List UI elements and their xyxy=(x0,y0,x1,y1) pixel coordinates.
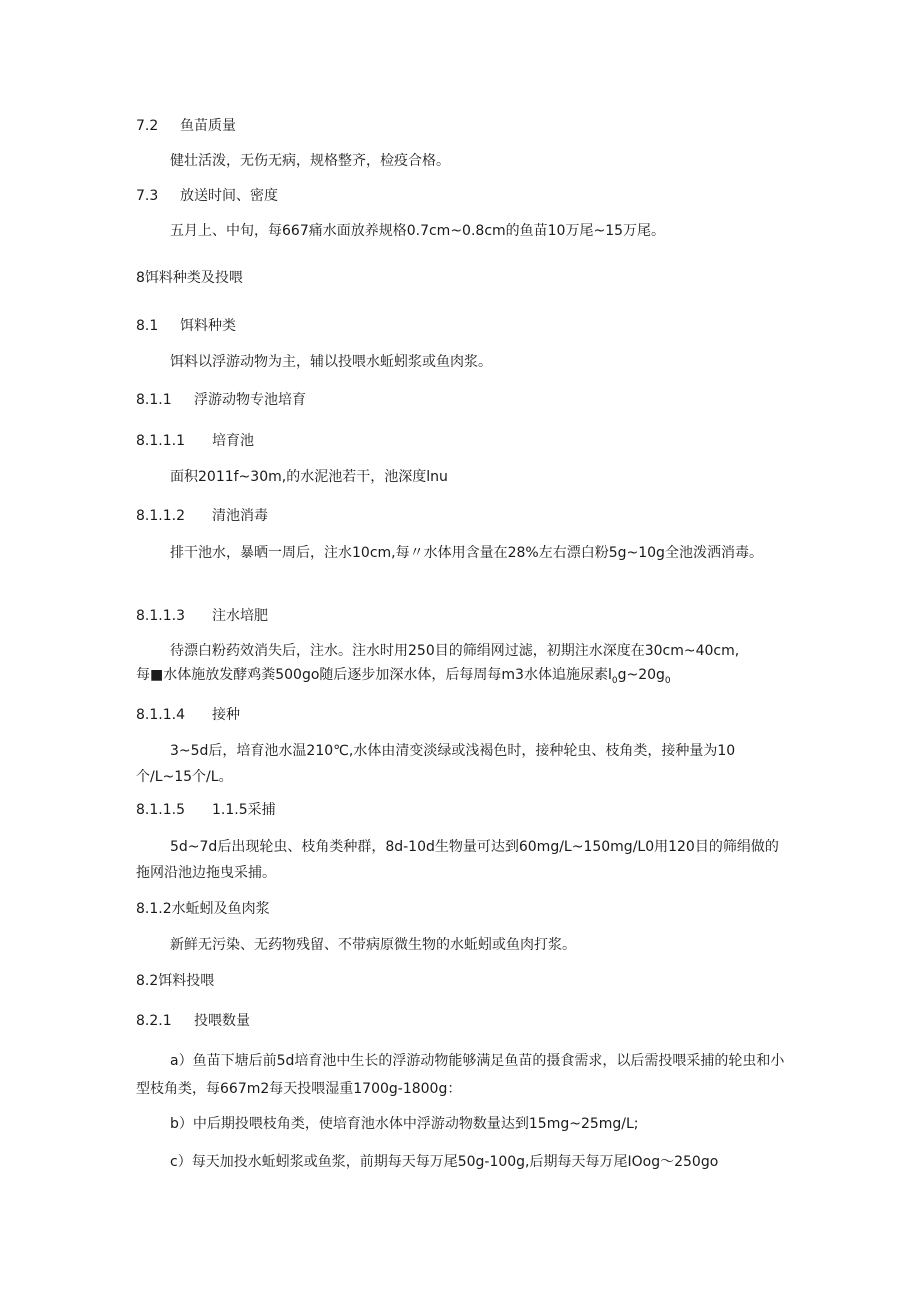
list-item-a: a）鱼苗下塘后前5d培育池中生长的浮游动物能够满足鱼苗的摄食需求，以后需投喂采捕的轮虫和小型枝角类，每667m2每天投喂湿重1700g-1800g： xyxy=(136,1053,785,1097)
text-run: 每■水体施放发酵鸡粪500go随后逐步加深水体，后每周每m3水体追施尿素l xyxy=(136,667,612,683)
paragraph-8-1-2: 新鲜无污染、无药物残留、不带病原微生物的水蚯蚓或鱼肉打浆。 xyxy=(170,937,576,953)
section-number: 8.1.1.4 xyxy=(136,707,185,723)
section-title: 投喂数量 xyxy=(194,1013,250,1029)
list-item-c: c）每天加投水蚯蚓浆或鱼浆，前期每天每万尾50g-100g,后期每天每万尾IOog～250go xyxy=(170,1154,719,1170)
section-title: 饵料种类 xyxy=(180,318,236,334)
heading-8-1-2: 8.1.2水蚯蚓及鱼肉浆 xyxy=(136,901,270,917)
section-number: 8.1.1.3 xyxy=(136,608,185,624)
text-run: g~20g xyxy=(617,667,665,683)
section-number: 8.1.1.1 xyxy=(136,433,185,449)
paragraph-7-3: 五月上、中旬，每667痛水面放养规格0.7cm~0.8cm的鱼苗10万尾~15万尾。 xyxy=(170,223,666,239)
section-title: 清池消毒 xyxy=(212,508,268,524)
paragraph-8-1-1-5: 5d~7d后出现轮虫、枝角类种群，8d-10d生物量可达到60mg/L~150mg/L0用120目的筛绢做的拖网沿池边拖曳采捕。 xyxy=(136,839,779,881)
heading-8-1-1-5 xyxy=(136,800,276,820)
paragraph-7-2: 健壮活泼，无伤无病，规格整齐，检疫合格。 xyxy=(170,153,450,169)
subscript: 0 xyxy=(611,675,618,686)
list-item-b: b）中后期投喂枝角类，使培育池水体中浮游动物数量达到15mg~25mg/L; xyxy=(170,1116,639,1132)
paragraph-8-1-1-1: 面积2011f~30m,的水泥池若干，池深度lnu xyxy=(170,469,448,485)
section-number: 7.3 xyxy=(136,188,159,204)
heading-8-1 xyxy=(136,316,236,336)
section-number: 8.1.1.5 xyxy=(136,802,185,818)
heading-7-3 xyxy=(136,186,278,206)
section-number: 8.1.1.2 xyxy=(136,508,185,524)
heading-8-2-1 xyxy=(136,1011,250,1031)
heading-8-1-1-3 xyxy=(136,606,268,626)
section-title: 浮游动物专池培育 xyxy=(194,392,306,408)
paragraph-8-1-1-3-line2 xyxy=(136,665,671,691)
heading-8: 8饵料种类及投喂 xyxy=(136,270,243,286)
section-number: 7.2 xyxy=(136,118,159,134)
paragraph-8-1-1-3-line1: 待漂白粉药效消失后，注水。注水时用250目的筛绢网过滤，初期注水深度在30cm~40cm, xyxy=(170,643,740,659)
heading-8-1-1 xyxy=(136,390,306,410)
section-title: 鱼苗质量 xyxy=(180,118,236,134)
heading-8-1-1-2 xyxy=(136,506,268,526)
heading-8-1-1-4 xyxy=(136,705,240,725)
paragraph-8-1-1-4: 3~5d后，培育池水温210℃,水体由清变淡绿或浅褐色时，接种轮虫、枝角类，接种量为10个/L~15个/L。 xyxy=(136,743,736,785)
heading-8-1-1-1 xyxy=(136,431,254,451)
paragraph-8-1-1-2: 排干池水，暴晒一周后，注水10cm,每〃水体用含量在28%左右漂白粉5g~10g全池泼洒消毒。 xyxy=(170,545,763,561)
paragraph-8-1: 饵料以浮游动物为主，辅以投喂水蚯蚓浆或鱼肉浆。 xyxy=(170,354,492,370)
heading-7-2 xyxy=(136,116,236,136)
section-title: 放送时间、密度 xyxy=(180,188,278,204)
section-number: 8.1 xyxy=(136,318,159,334)
section-number: 8.2.1 xyxy=(136,1013,172,1029)
section-title: 接种 xyxy=(212,707,240,723)
section-title: 培育池 xyxy=(212,433,254,449)
section-title: 注水培肥 xyxy=(212,608,268,624)
subscript: 0 xyxy=(664,675,671,686)
heading-8-2: 8.2饵料投喂 xyxy=(136,973,215,989)
section-title: 1.1.5采捕 xyxy=(212,802,276,818)
section-number: 8.1.1 xyxy=(136,392,172,408)
